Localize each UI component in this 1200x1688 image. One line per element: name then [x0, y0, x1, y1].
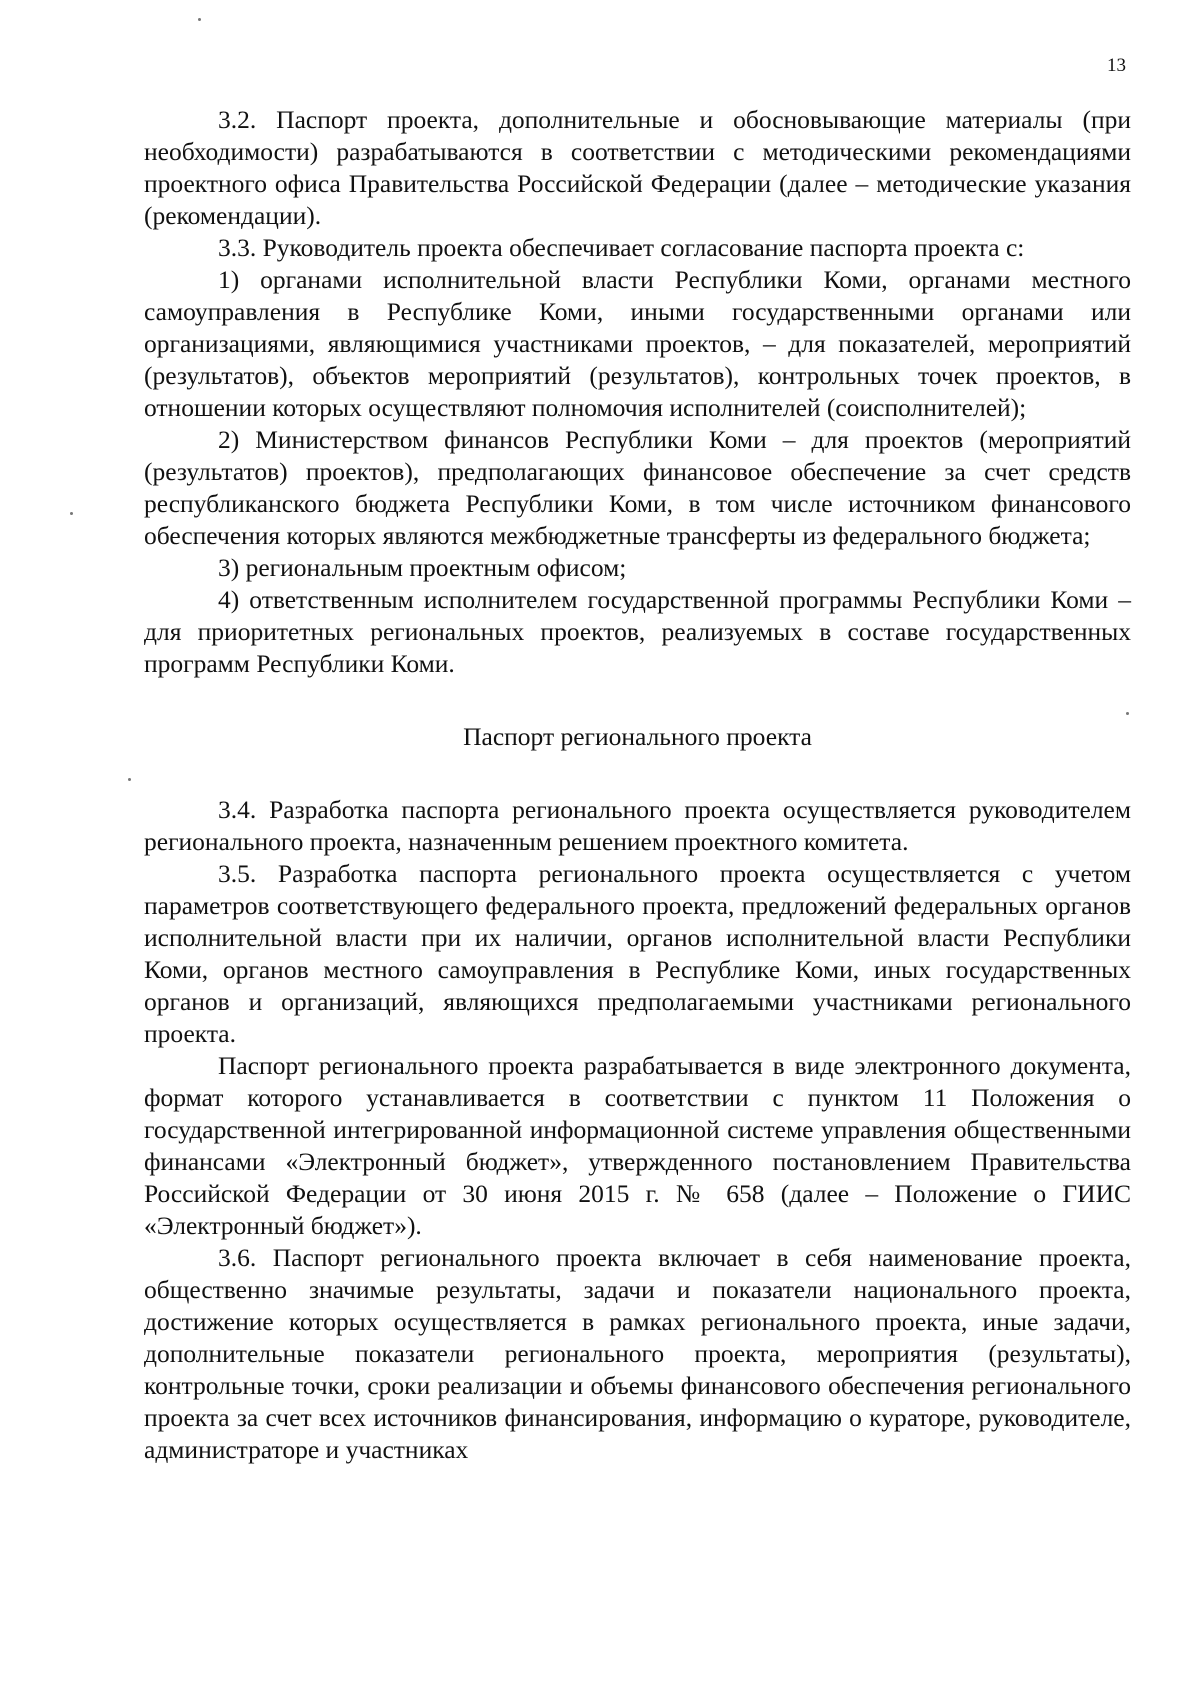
list-item-1: 1) органами исполнительной власти Республики Коми, органами местного самоуправления в Республике Коми, иными государственными органами или организациями, являющимися участниками проектов, – для показателей, мероприятий (результатов), объектов мероприятий (результатов), контрольных точек проектов, в отношении которых осуществляют полномочия исполнителей (соисполнителей);	[144, 265, 1131, 422]
section-heading: Паспорт регионального проекта	[463, 722, 812, 751]
page-number: 13	[1107, 55, 1126, 76]
scan-speck	[198, 18, 201, 21]
paragraph-3-6: 3.6. Паспорт регионального проекта включает в себя наименование проекта, общественно значимые результаты, задачи и показатели национального проекта, достижение которых осуществляется в рамках регионального проекта, иные задачи, дополнительные показатели регионального проекта, мероприятия (результаты), контрольные точки, сроки реализации и объемы финансового обеспечения регионального проекта за счет всех источников финансирования, информацию о кураторе, руководителе, администраторе и участниках	[144, 1243, 1131, 1464]
scan-speck	[1126, 712, 1129, 715]
paragraph-3-4: 3.4. Разработка паспорта регионального проекта осуществляется руководителем регионального проекта, назначенным решением проектного комитета.	[144, 795, 1131, 856]
scan-speck	[128, 778, 131, 781]
list-item-4: 4) ответственным исполнителем государственной программы Республики Коми – для приоритетных региональных проектов, реализуемых в составе государственных программ Республики Коми.	[144, 585, 1131, 678]
paragraph-3-2: 3.2. Паспорт проекта, дополнительные и обосновывающие материалы (при необходимости) разрабатываются в соответствии с методическими рекомендациями проектного офиса Правительства Российской Федерации (далее – методические указания (рекомендации).	[144, 105, 1131, 230]
list-item-2: 2) Министерством финансов Республики Коми – для проектов (мероприятий (результатов) проектов), предполагающих финансовое обеспечение за счет средств республиканского бюджета Республики Коми, в том числе источником финансового обеспечения которых являются межбюджетные трансферты из федерального бюджета;	[144, 425, 1131, 550]
list-item-3: 3) региональным проектным офисом;	[218, 553, 627, 582]
paragraph-passport-format: Паспорт регионального проекта разрабатывается в виде электронного документа, формат которого устанавливается в соответствии с пунктом 11 Положения о государственной интегрированной информационной системе управления общественными финансами «Электронный бюджет», утвержденного постановлением Правительства Российской Федерации от 30 июня 2015 г. № 658 (далее – Положение о ГИИС «Электронный бюджет»).	[144, 1051, 1131, 1240]
paragraph-3-5: 3.5. Разработка паспорта регионального проекта осуществляется с учетом параметров соответствующего федерального проекта, предложений федеральных органов исполнительной власти при их наличии, органов исполнительной власти Республики Коми, органов местного самоуправления в Республике Коми, иных государственных органов и организаций, являющихся предполагаемыми участниками регионального проекта.	[144, 859, 1131, 1048]
paragraph-3-3: 3.3. Руководитель проекта обеспечивает согласование паспорта проекта с:	[218, 233, 1025, 262]
scan-speck	[70, 512, 73, 515]
document-body	[144, 104, 1131, 1466]
